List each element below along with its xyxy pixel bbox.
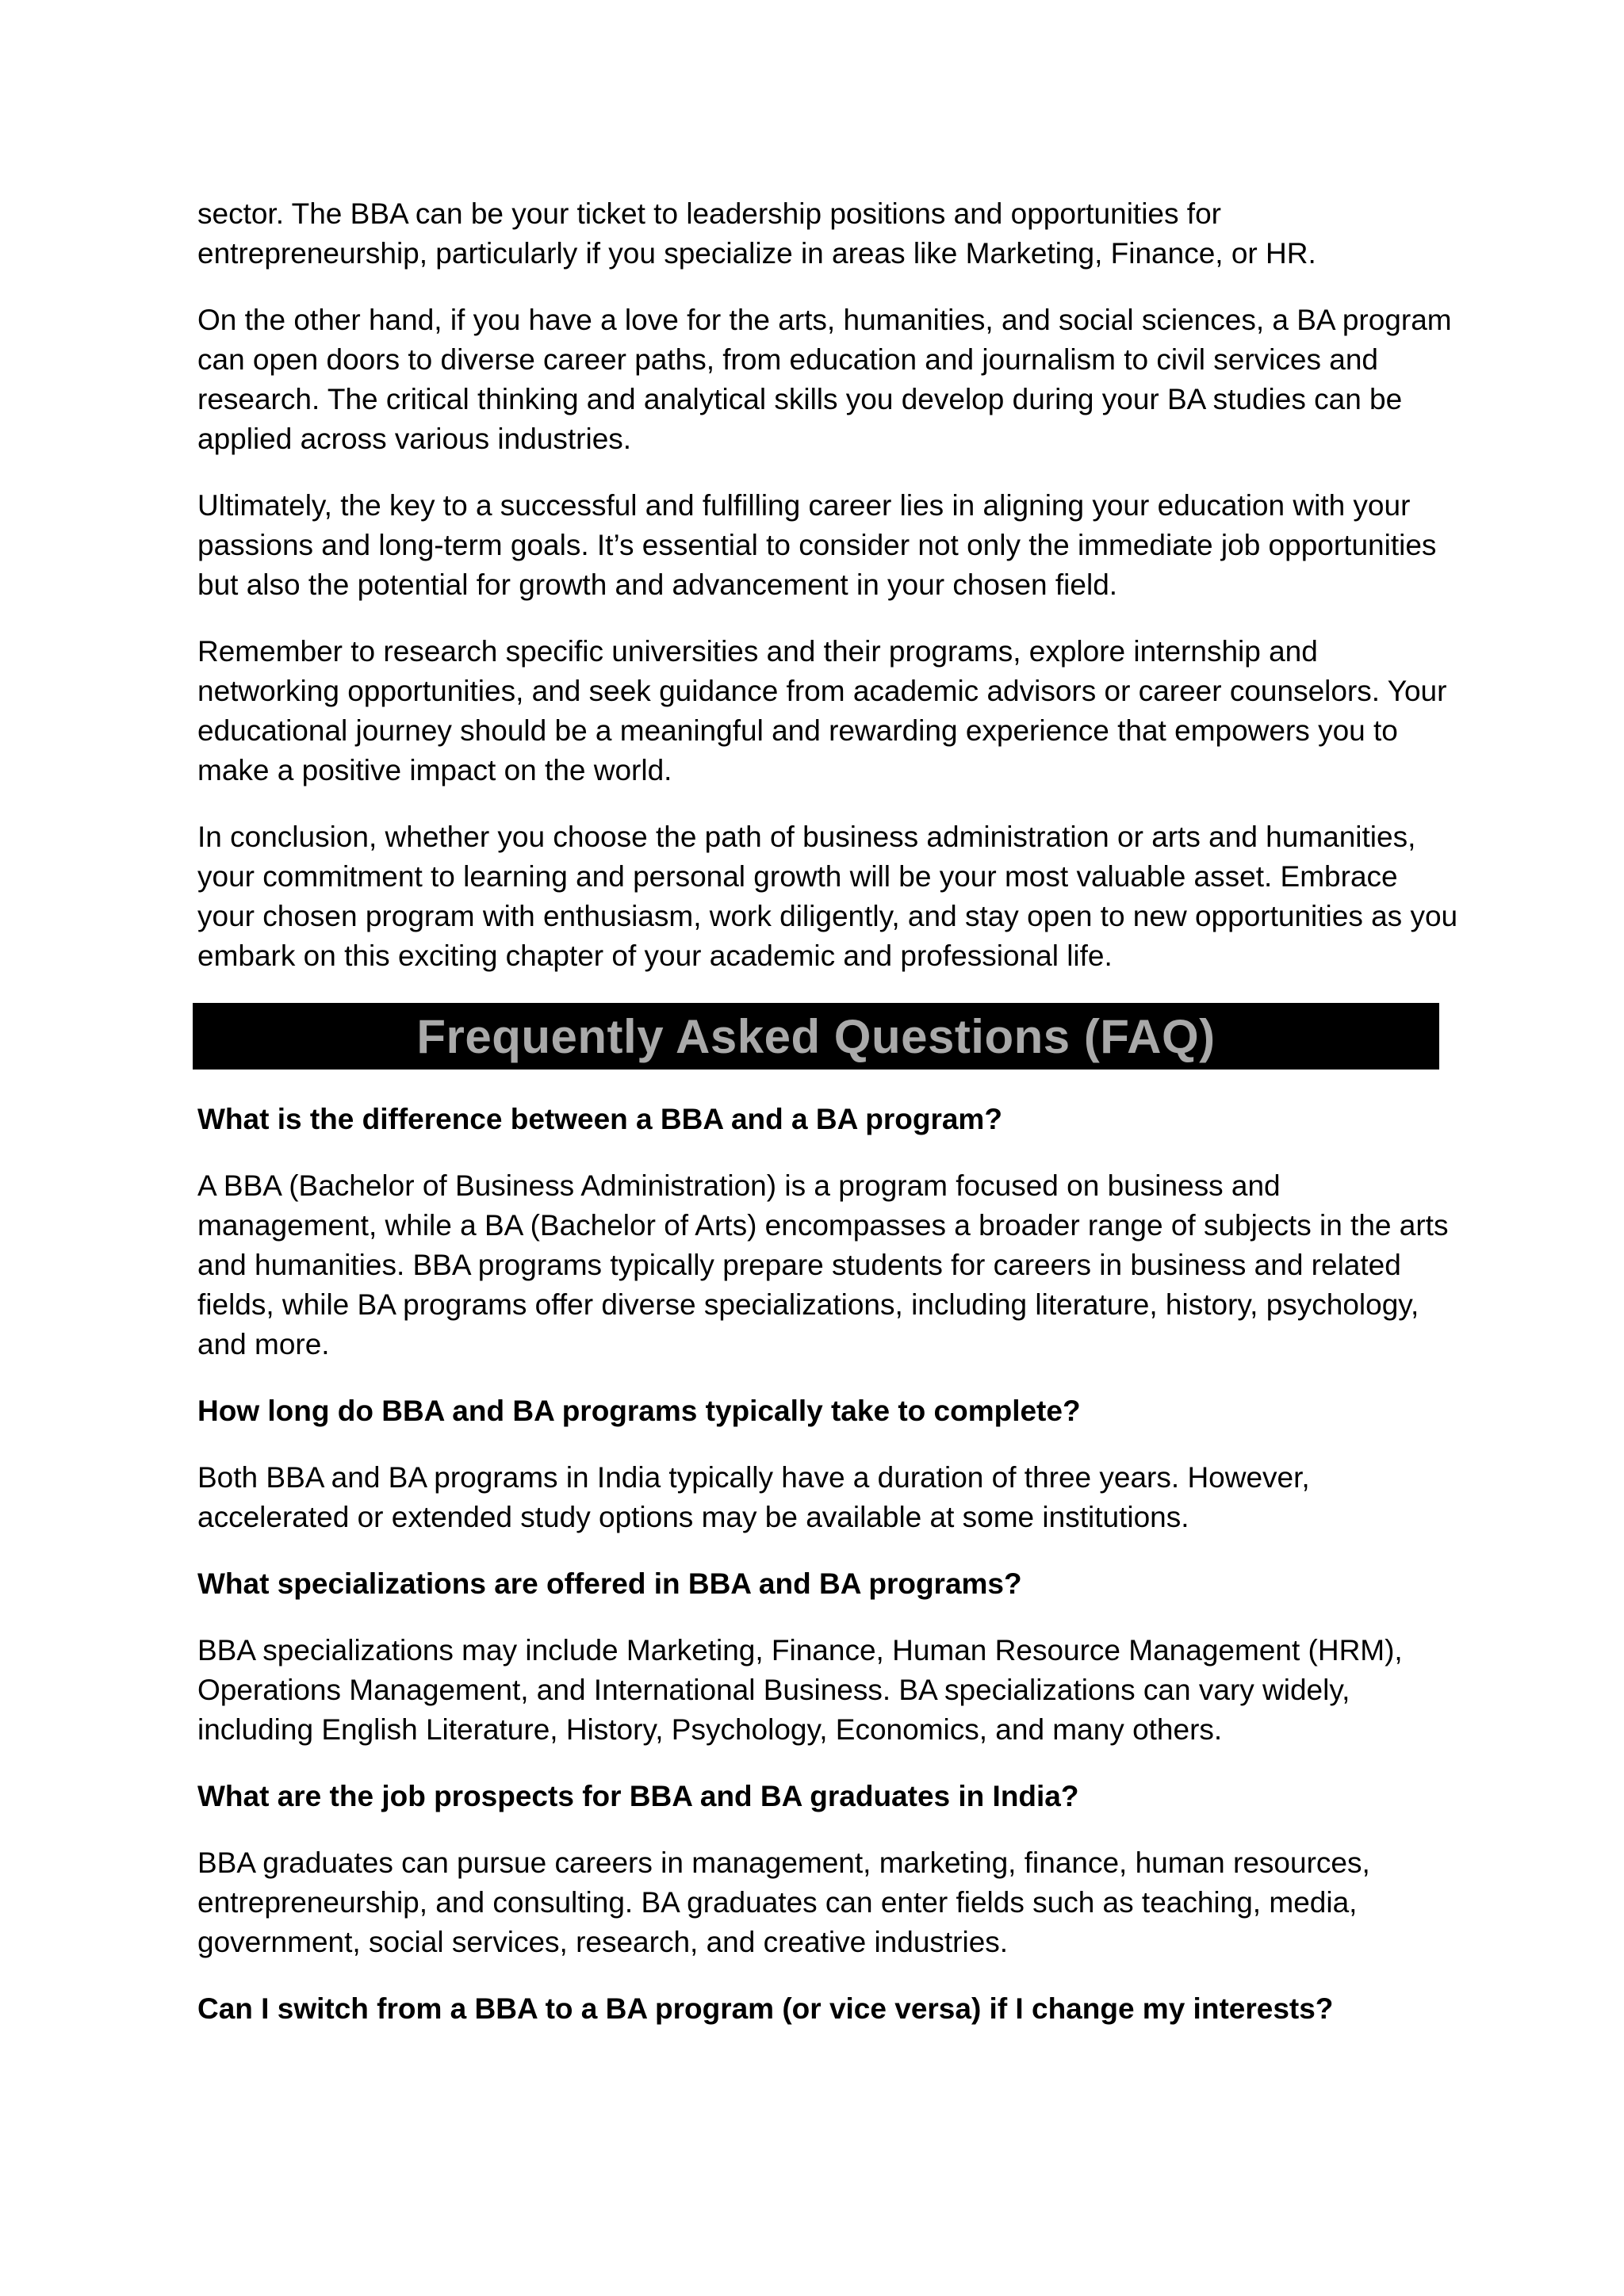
document-page [197,194,1458,2056]
faq-item [197,1564,1458,1750]
body-paragraph: Remember to research specific universities and their programs, explore internship and networking opportunities, and seek guidance from academic advisors or career counselors. Your educational journey should be a meaningful and rewarding experience that empowers you to make a positive impact on the world. [197,635,1447,786]
faq-item [197,1989,1458,2029]
body-paragraph: sector. The BBA can be your ticket to leadership positions and opportunities for entrepreneurship, particularly if you specialize in areas like Marketing, Finance, or HR. [197,197,1316,270]
faq-item [197,1391,1458,1537]
faq-list [197,1100,1458,2029]
faq-question: Can I switch from a BBA to a BA program (or vice versa) if I change my interests? [197,1992,1334,2025]
body-paragraph: On the other hand, if you have a love for the arts, humanities, and social sciences, a BA program can open doors to diverse career paths, from education and journalism to civil services and research. The critical thinking and analytical skills you develop during your BA studies can be applied across various industries. [197,304,1452,455]
faq-heading-banner [193,1003,1439,1070]
faq-answer: Both BBA and BA programs in India typically have a duration of three years. However, accelerated or extended study options may be available at some institutions. [197,1461,1310,1533]
faq-item [197,1777,1458,1962]
body-paragraph: Ultimately, the key to a successful and fulfilling career lies in aligning your education with your passions and long-term goals. It’s essential to consider not only the immediate job opportunities but also the potential for growth and advancement in your chosen field. [197,489,1437,601]
faq-question: How long do BBA and BA programs typically take to complete? [197,1395,1081,1427]
faq-answer: BBA graduates can pursue careers in management, marketing, finance, human resources, entrepreneurship, and consulting. BA graduates can enter fields such as teaching, media, government, social services, research, and creative industries. [197,1846,1370,1958]
faq-answer: BBA specializations may include Marketing, Finance, Human Resource Management (HRM), Operations Management, and International Business. BA specializations can vary widely, including English Literature, History, Psychology, Economics, and many others. [197,1634,1403,1746]
body-paragraph: In conclusion, whether you choose the path of business administration or arts and humanities, your commitment to learning and personal growth will be your most valuable asset. Embrace your chosen program with enthusiasm, work diligently, and stay open to new opportunities as you embark on this exciting chapter of your academic and professional life. [197,821,1458,972]
faq-heading: Frequently Asked Questions (FAQ) [416,1009,1216,1063]
faq-answer: A BBA (Bachelor of Business Administration) is a program focused on business and management, while a BA (Bachelor of Arts) encompasses a broader range of subjects in the arts and humanities. BBA programs typically prepare students for careers in business and related fields, while BA programs offer diverse specializations, including literature, history, psychology, and more. [197,1169,1449,1360]
faq-question: What specializations are offered in BBA and BA programs? [197,1567,1022,1600]
faq-item [197,1100,1458,1364]
faq-question: What is the difference between a BBA and a BA program? [197,1103,1002,1135]
faq-question: What are the job prospects for BBA and BA graduates in India? [197,1780,1079,1812]
